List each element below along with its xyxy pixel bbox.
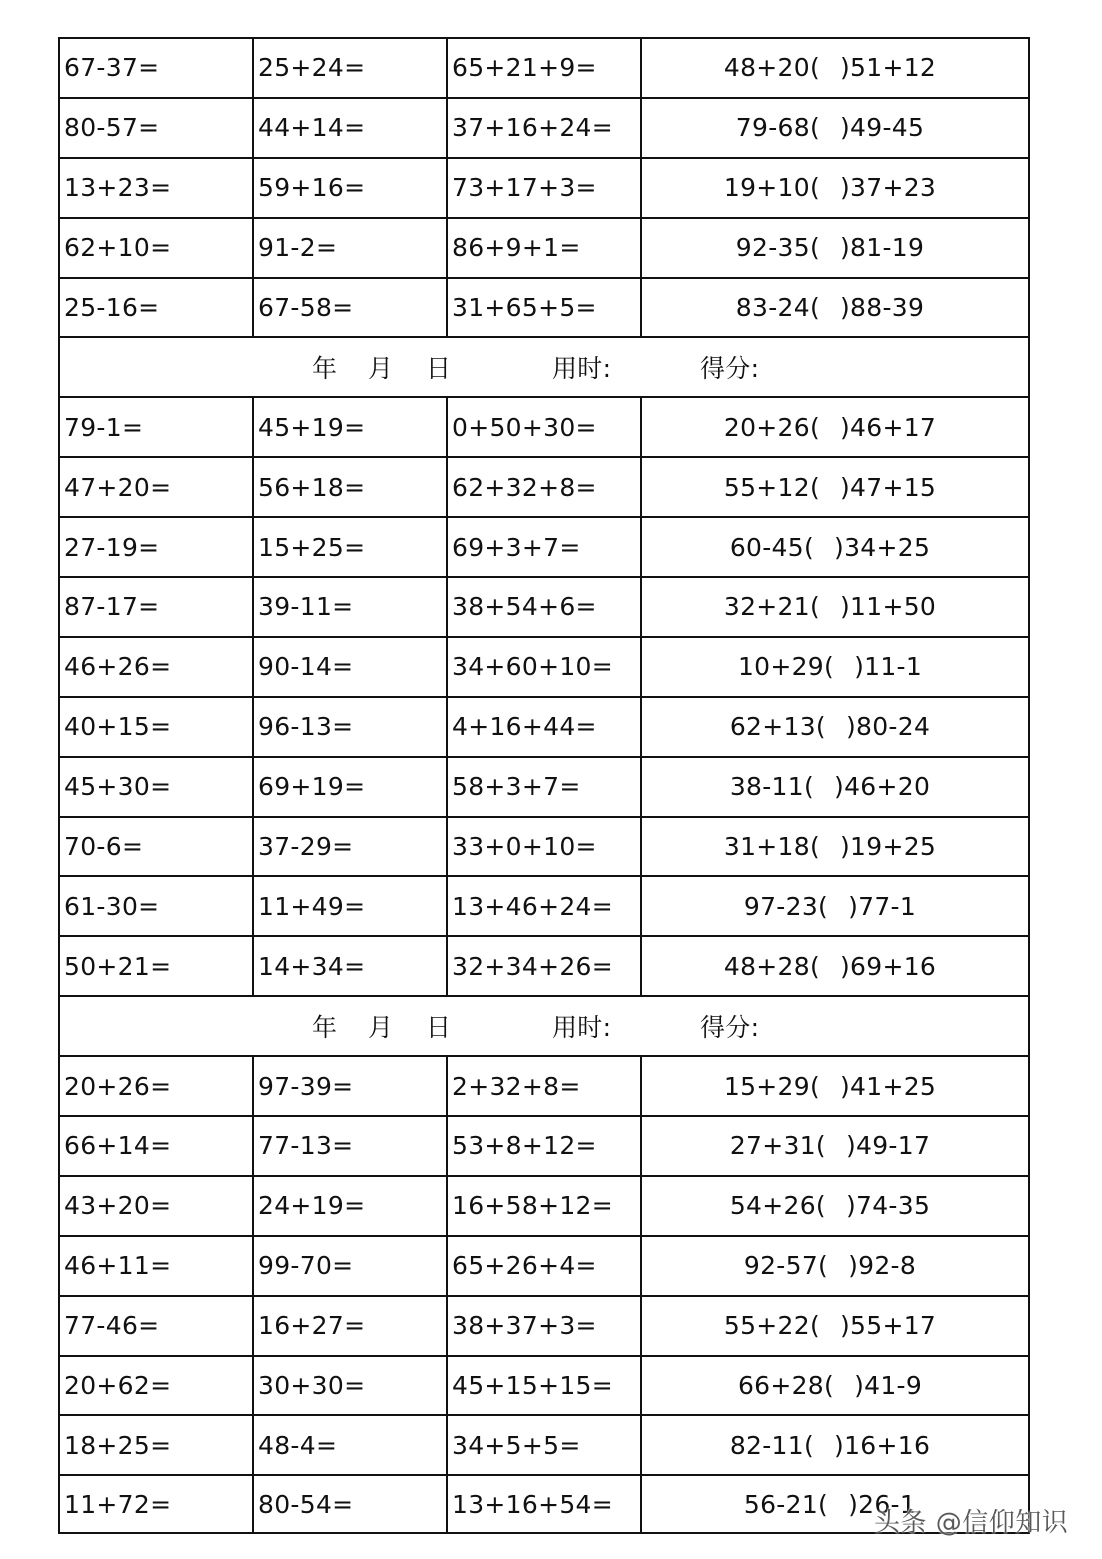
- comparison-cell[interactable]: [642, 698, 1028, 756]
- problem-row: [58, 1355, 1030, 1415]
- comparison-right: )41-9: [854, 1371, 923, 1401]
- comparison-left: 48+20(: [723, 53, 820, 83]
- comparison-cell[interactable]: [642, 1057, 1028, 1115]
- comparison-right: )41+25: [840, 1071, 937, 1101]
- problem-cell-col2[interactable]: 99-70=: [254, 1237, 448, 1295]
- problem-cell-col1[interactable]: 62+10=: [60, 219, 254, 277]
- problem-cell-col3[interactable]: 37+16+24=: [448, 99, 642, 157]
- comparison-cell[interactable]: [642, 458, 1028, 516]
- comparison-cell[interactable]: [642, 578, 1028, 636]
- problem-cell-col1[interactable]: 13+23=: [60, 159, 254, 217]
- comparison-cell[interactable]: [642, 1237, 1028, 1295]
- problem-cell-col2[interactable]: 37-29=: [254, 818, 448, 876]
- problem-row: [58, 37, 1030, 97]
- problem-cell-col1[interactable]: 46+26=: [60, 638, 254, 696]
- problem-cell-col3[interactable]: 65+21+9=: [448, 39, 642, 97]
- comparison-cell[interactable]: [642, 1177, 1028, 1235]
- problem-cell-col3[interactable]: 45+15+15=: [448, 1357, 642, 1415]
- comparison-right: )47+15: [840, 472, 937, 502]
- problem-cell-col3[interactable]: 62+32+8=: [448, 458, 642, 516]
- problem-cell-col3[interactable]: 31+65+5=: [448, 279, 642, 337]
- year-label: 年: [312, 354, 338, 384]
- problem-row: [58, 756, 1030, 816]
- problem-cell-col2[interactable]: 45+19=: [254, 398, 448, 456]
- problem-cell-col2[interactable]: 77-13=: [254, 1117, 448, 1175]
- problem-cell-col1[interactable]: 79-1=: [60, 398, 254, 456]
- comparison-left: 66+28(: [737, 1371, 835, 1401]
- comparison-left: 92-35(: [735, 233, 820, 263]
- problem-row: [58, 456, 1030, 516]
- comparison-left: 92-57(: [743, 1251, 829, 1281]
- problem-cell-col1[interactable]: 20+62=: [60, 1357, 254, 1415]
- header-cell: [60, 338, 1028, 396]
- month-label: 月: [368, 354, 394, 384]
- month-label: 月: [368, 1013, 394, 1043]
- problem-row: [58, 696, 1030, 756]
- comparison-left: 55+22(: [723, 1311, 820, 1341]
- problem-cell-col3[interactable]: 4+16+44=: [448, 698, 642, 756]
- problem-cell-col2[interactable]: 16+27=: [254, 1297, 448, 1355]
- problem-cell-col2[interactable]: 80-54=: [254, 1476, 448, 1532]
- comparison-right: )81-19: [840, 233, 925, 263]
- problem-cell-col3[interactable]: 34+60+10=: [448, 638, 642, 696]
- comparison-right: )77-1: [848, 891, 917, 921]
- problem-cell-col3[interactable]: 69+3+7=: [448, 518, 642, 576]
- score-label: 得分:: [700, 1013, 760, 1043]
- comparison-left: 31+18(: [723, 832, 820, 862]
- comparison-right: )37+23: [840, 173, 937, 203]
- problem-cell-col1[interactable]: 46+11=: [60, 1237, 254, 1295]
- comparison-right: )74-35: [845, 1191, 931, 1221]
- problem-cell-col3[interactable]: 13+46+24=: [448, 877, 642, 935]
- problem-cell-col1[interactable]: 80-57=: [60, 99, 254, 157]
- time-used-label: 用时:: [552, 354, 612, 384]
- problem-cell-col2[interactable]: 59+16=: [254, 159, 448, 217]
- problem-cell-col1[interactable]: 87-17=: [60, 578, 254, 636]
- problem-cell-col3[interactable]: 2+32+8=: [448, 1057, 642, 1115]
- date-time-score-header-row: [58, 336, 1030, 396]
- problem-cell-col1[interactable]: 27-19=: [60, 518, 254, 576]
- comparison-cell[interactable]: [642, 877, 1028, 935]
- comparison-cell[interactable]: [642, 159, 1028, 217]
- problem-cell-col2[interactable]: 14+34=: [254, 937, 448, 995]
- comparison-right: )46+20: [834, 772, 931, 802]
- comparison-left: 32+21(: [723, 592, 820, 622]
- problem-cell-col1[interactable]: 43+20=: [60, 1177, 254, 1235]
- problem-row: [58, 875, 1030, 935]
- comparison-right: )69+16: [840, 951, 937, 981]
- comparison-left: 15+29(: [723, 1071, 820, 1101]
- problem-cell-col3[interactable]: 38+54+6=: [448, 578, 642, 636]
- problem-row: [58, 396, 1030, 456]
- math-worksheet-table: [58, 37, 1030, 1534]
- problem-cell-col2[interactable]: 90-14=: [254, 638, 448, 696]
- problem-row: [58, 576, 1030, 636]
- day-label: 日: [426, 1013, 452, 1043]
- problem-cell-col2[interactable]: 96-13=: [254, 698, 448, 756]
- comparison-right: )26-1: [848, 1489, 917, 1519]
- problem-cell-col2[interactable]: 39-11=: [254, 578, 448, 636]
- problem-cell-col2[interactable]: 44+14=: [254, 99, 448, 157]
- comparison-right: )49-45: [840, 113, 925, 143]
- comparison-right: )92-8: [848, 1251, 917, 1281]
- problem-cell-col3[interactable]: 38+37+3=: [448, 1297, 642, 1355]
- comparison-left: 27+31(: [729, 1131, 826, 1161]
- comparison-left: 83-24(: [735, 293, 820, 322]
- comparison-cell[interactable]: [642, 279, 1028, 337]
- problem-cell-col1[interactable]: 50+21=: [60, 937, 254, 995]
- problem-cell-col2[interactable]: 97-39=: [254, 1057, 448, 1115]
- comparison-left: 60-45(: [729, 532, 815, 562]
- comparison-right: )34+25: [834, 532, 931, 562]
- comparison-cell[interactable]: [642, 818, 1028, 876]
- problem-cell-col3[interactable]: 73+17+3=: [448, 159, 642, 217]
- problem-cell-col3[interactable]: 58+3+7=: [448, 758, 642, 816]
- problem-row: [58, 816, 1030, 876]
- problem-cell-col1[interactable]: 18+25=: [60, 1416, 254, 1474]
- problem-cell-col1[interactable]: 61-30=: [60, 877, 254, 935]
- problem-cell-col1[interactable]: 66+14=: [60, 1117, 254, 1175]
- day-label: 日: [426, 354, 452, 384]
- problem-row: [58, 277, 1030, 337]
- problem-cell-col3[interactable]: 53+8+12=: [448, 1117, 642, 1175]
- comparison-cell[interactable]: [642, 1117, 1028, 1175]
- problem-cell-col2[interactable]: 11+49=: [254, 877, 448, 935]
- problem-cell-col3[interactable]: 86+9+1=: [448, 219, 642, 277]
- problem-cell-col2[interactable]: 91-2=: [254, 219, 448, 277]
- comparison-right: )80-24: [845, 712, 931, 742]
- problem-row: [58, 157, 1030, 217]
- comparison-cell[interactable]: [642, 39, 1028, 97]
- comparison-left: 62+13(: [729, 712, 826, 742]
- problem-cell-col1[interactable]: 67-37=: [60, 39, 254, 97]
- comparison-left: 82-11(: [729, 1430, 815, 1460]
- problem-cell-col3[interactable]: 16+58+12=: [448, 1177, 642, 1235]
- comparison-right: )16+16: [834, 1430, 931, 1460]
- comparison-left: 56-21(: [743, 1489, 829, 1519]
- problem-cell-col1[interactable]: 77-46=: [60, 1297, 254, 1355]
- comparison-right: )11+50: [840, 592, 937, 622]
- problem-cell-col1[interactable]: 45+30=: [60, 758, 254, 816]
- comparison-right: )55+17: [840, 1311, 937, 1341]
- comparison-left: 55+12(: [723, 472, 820, 502]
- problem-cell-col1[interactable]: 11+72=: [60, 1476, 254, 1532]
- problem-row: [58, 1175, 1030, 1235]
- comparison-right: )49-17: [845, 1131, 931, 1161]
- comparison-cell[interactable]: [642, 99, 1028, 157]
- comparison-cell[interactable]: [642, 758, 1028, 816]
- problem-cell-col1[interactable]: 20+26=: [60, 1057, 254, 1115]
- problem-cell-col2[interactable]: 48-4=: [254, 1416, 448, 1474]
- comparison-cell[interactable]: [642, 1357, 1028, 1415]
- problem-cell-col2[interactable]: 24+19=: [254, 1177, 448, 1235]
- problem-cell-col2[interactable]: 67-58=: [254, 279, 448, 337]
- problem-row: [58, 1115, 1030, 1175]
- problem-row: [58, 217, 1030, 277]
- problem-cell-col1[interactable]: 25-16=: [60, 279, 254, 337]
- comparison-left: 19+10(: [723, 173, 820, 203]
- comparison-cell[interactable]: [642, 638, 1028, 696]
- time-used-label: 用时:: [552, 1013, 612, 1043]
- comparison-cell[interactable]: [642, 398, 1028, 456]
- problem-row: [58, 516, 1030, 576]
- comparison-right: )19+25: [840, 832, 937, 862]
- watermark: 头条 @信仰知识: [874, 1508, 1069, 1538]
- comparison-left: 97-23(: [743, 891, 829, 921]
- problem-cell-col2[interactable]: 69+19=: [254, 758, 448, 816]
- year-label: 年: [312, 1013, 338, 1043]
- problem-row: [58, 636, 1030, 696]
- problem-row: [58, 97, 1030, 157]
- comparison-left: 79-68(: [735, 113, 820, 143]
- problem-cell-col1[interactable]: 47+20=: [60, 458, 254, 516]
- comparison-right: )11-1: [854, 652, 923, 682]
- comparison-left: 20+26(: [723, 412, 820, 442]
- comparison-cell[interactable]: [642, 518, 1028, 576]
- problem-cell-col2[interactable]: 15+25=: [254, 518, 448, 576]
- comparison-right: )88-39: [840, 293, 925, 322]
- date-time-score-header-row: [58, 995, 1030, 1055]
- comparison-right: )46+17: [840, 412, 937, 442]
- problem-cell-col3[interactable]: 32+34+26=: [448, 937, 642, 995]
- comparison-right: )51+12: [840, 53, 937, 83]
- comparison-left: 48+28(: [723, 951, 820, 981]
- problem-row: [58, 935, 1030, 995]
- score-label: 得分:: [700, 354, 760, 384]
- problem-row: [58, 1235, 1030, 1295]
- comparison-cell[interactable]: [642, 937, 1028, 995]
- problem-cell-col2[interactable]: 30+30=: [254, 1357, 448, 1415]
- comparison-left: 10+29(: [737, 652, 835, 682]
- problem-cell-col1[interactable]: 40+15=: [60, 698, 254, 756]
- problem-cell-col3[interactable]: 65+26+4=: [448, 1237, 642, 1295]
- problem-cell-col3[interactable]: 0+50+30=: [448, 398, 642, 456]
- problem-cell-col3[interactable]: 33+0+10=: [448, 818, 642, 876]
- comparison-left: 38-11(: [729, 772, 815, 802]
- problem-cell-col2[interactable]: 25+24=: [254, 39, 448, 97]
- header-cell: [60, 997, 1028, 1055]
- problem-cell-col2[interactable]: 56+18=: [254, 458, 448, 516]
- problem-row: [58, 1414, 1030, 1474]
- comparison-cell[interactable]: [642, 1297, 1028, 1355]
- problem-cell-col3[interactable]: 34+5+5=: [448, 1416, 642, 1474]
- problem-cell-col1[interactable]: 70-6=: [60, 818, 254, 876]
- comparison-left: 54+26(: [729, 1191, 826, 1221]
- comparison-cell[interactable]: [642, 219, 1028, 277]
- problem-row: [58, 1055, 1030, 1115]
- comparison-cell[interactable]: [642, 1416, 1028, 1474]
- problem-row: [58, 1295, 1030, 1355]
- problem-cell-col3[interactable]: 13+16+54=: [448, 1476, 642, 1532]
